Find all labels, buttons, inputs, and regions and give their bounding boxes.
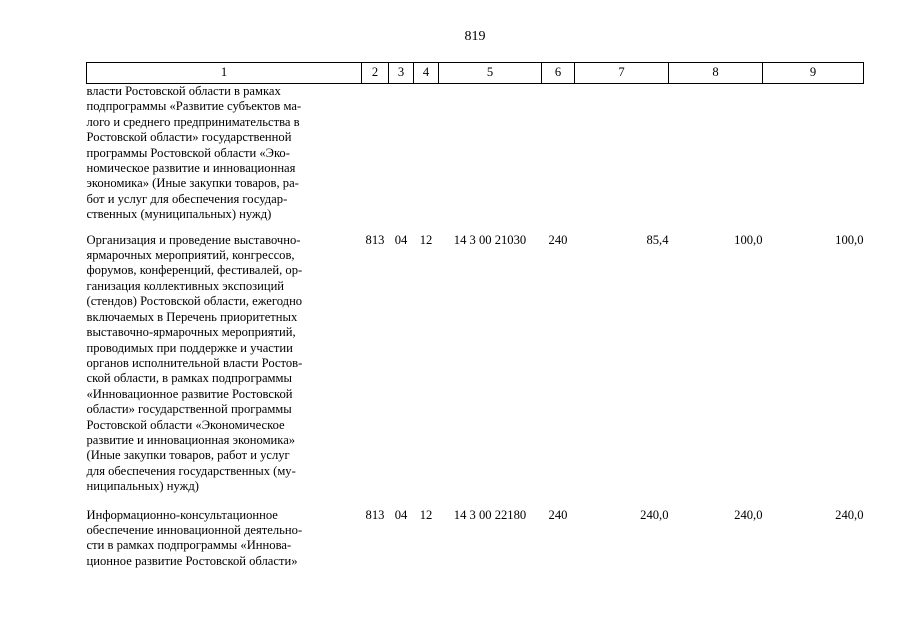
column-header: 1 [87,63,362,84]
amount-col-8: 100,0 [734,232,763,247]
amount-col-8 [669,84,763,233]
description-line: номическое развитие и инновационная [86,161,296,176]
description-line: Организация и проведение выставочно- [86,232,301,247]
subsection-code: 12 [419,507,433,522]
ministry-code: 813 [365,507,385,522]
expense-type-code: 240 [548,507,568,522]
row-description [87,508,362,570]
description-line: форумов, конференций, фестивалей, ор- [86,263,303,278]
description-line: включаемых в Перечень приоритетных [86,309,298,324]
amount-col-9: 100,0 [835,232,864,247]
table-row [87,233,864,508]
description-line: (стендов) Ростовской области, ежегодно [86,294,303,309]
row-description [87,84,362,233]
description-line: обеспечение инновационной деятельно- [86,522,303,537]
amount-col-7 [575,84,669,233]
column-header: 5 [439,63,542,84]
description-line: Ростовской области» государственной [86,130,292,145]
description-line: ниципальных) нужд) [86,479,199,494]
description-line: сти в рамках подпрограммы «Иннова- [86,538,292,553]
column-header: 9 [763,63,864,84]
description-line: бот и услуг для обеспечения государ- [86,191,288,206]
section-code: 04 [394,507,408,522]
description-line: ственных (муниципальных) нужд) [86,207,272,222]
section-code [389,84,414,233]
description-line: (Иные закупки товаров, работ и услуг [86,448,290,463]
description-line: подпрограммы «Развитие субъектов ма- [86,99,302,114]
description-line: Ростовской области «Экономическое [86,417,285,432]
column-header: 4 [414,63,439,84]
description-line: Информационно-консультационное [86,507,278,522]
table-row [87,84,864,233]
description-line: выставочно-ярмарочных мероприятий, [86,325,296,340]
column-header: 6 [542,63,575,84]
description-line: для обеспечения государственных (му- [86,463,296,478]
target-article-code [439,84,542,233]
description-line: проводимых при поддержке и участии [86,340,293,355]
target-article-code: 14 3 00 21030 [453,232,527,247]
table-row [87,508,864,570]
expense-type-code [542,84,575,233]
description-line: власти Ростовской области в рамках [86,84,281,98]
amount-col-9: 240,0 [835,507,864,522]
row-description [87,233,362,508]
description-line: ганизация коллективных экспозиций [86,278,285,293]
page-number: 819 [464,29,486,44]
column-header: 2 [362,63,389,84]
column-header: 8 [669,63,763,84]
description-line: ярмарочных мероприятий, конгрессов, [86,248,295,263]
description-line: лого и среднего предпринимательства в [86,114,300,129]
amount-col-7: 85,4 [646,232,669,247]
ministry-code: 813 [365,232,385,247]
target-article-code: 14 3 00 22180 [453,507,527,522]
column-header: 3 [389,63,414,84]
ministry-code [362,84,389,233]
subsection-code: 12 [419,232,433,247]
amount-col-9 [763,84,864,233]
column-number-row [87,63,864,84]
description-line: программы Ростовской области «Эко- [86,145,290,160]
description-line: ской области, в рамках подпрограммы [86,371,292,386]
budget-table [86,62,864,569]
description-line: области» государственной программы [86,402,292,417]
description-line: ционное развитие Ростовской области» [86,553,298,568]
description-line: «Инновационное развитие Ростовской [86,386,293,401]
expense-type-code: 240 [548,232,568,247]
subsection-code [414,84,439,233]
description-line: развитие и инновационная экономика» [86,432,296,447]
amount-col-8: 240,0 [734,507,763,522]
amount-col-7: 240,0 [640,507,669,522]
section-code: 04 [394,232,408,247]
description-line: органов исполнительной власти Ростов- [86,355,303,370]
description-line: экономика» (Иные закупки товаров, ра- [86,176,299,191]
column-header: 7 [575,63,669,84]
